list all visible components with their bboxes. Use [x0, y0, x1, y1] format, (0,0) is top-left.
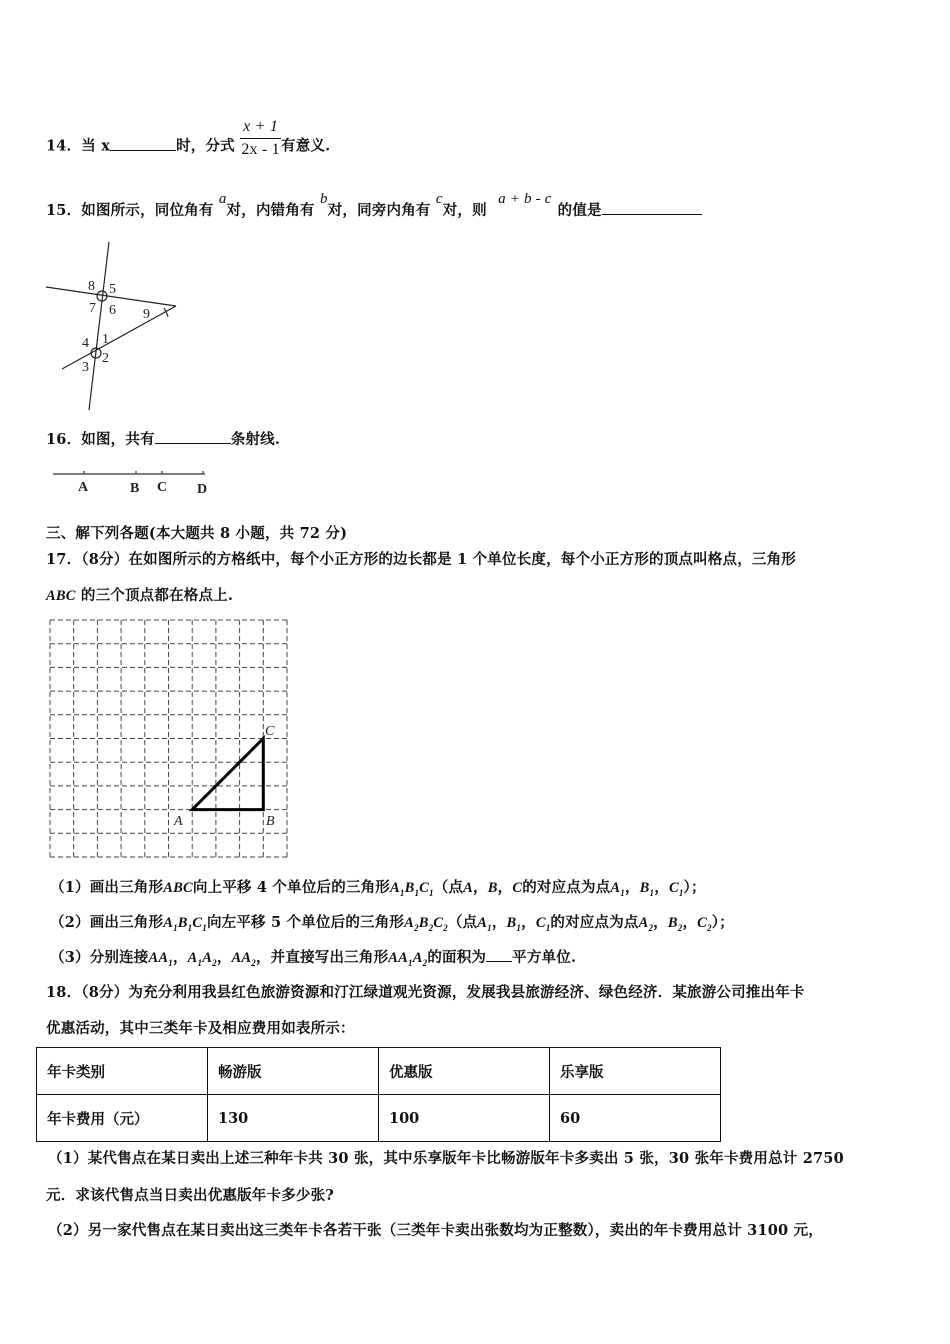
- sub-text: 分别连接: [89, 949, 149, 966]
- question-15: [46, 191, 702, 220]
- transversal-line: [89, 242, 109, 410]
- question-17-line2: [46, 584, 233, 605]
- sub-number: （2）: [50, 914, 90, 931]
- sub-number: （1）: [50, 879, 90, 896]
- grid-figure: [45, 615, 295, 865]
- score: （8分）: [81, 984, 129, 1001]
- table-header-row: [37, 1048, 721, 1095]
- q16-suffix: 条射线.: [230, 431, 281, 448]
- table-cell: 乐享版: [550, 1048, 721, 1095]
- table-row: [37, 1095, 721, 1142]
- angle-label: 2: [102, 351, 109, 366]
- q17-text: 在如图所示的方格纸中，每个小正方形的边长都是 1 个单位长度，每个小正方形的顶点叫格点，三角形: [128, 551, 797, 568]
- math: $A_2B_2C_2$: [404, 915, 448, 933]
- var-b: b: [320, 191, 328, 207]
- q15-text: 对，内错角有: [226, 202, 315, 219]
- question-number: 18．: [46, 984, 82, 1001]
- question-number: 15．: [46, 202, 82, 219]
- point-label: C: [157, 480, 168, 495]
- angle-label: 5: [109, 282, 116, 297]
- var-a: a: [218, 191, 227, 207]
- angle-label: 9: [143, 307, 150, 322]
- question-14: [46, 118, 331, 167]
- q15-text: 如图所示，同位角有: [81, 202, 214, 219]
- question-18-line2: 优惠活动，其中三类年卡及相应费用如表所示：: [46, 1020, 355, 1037]
- sub-text: （点: [433, 879, 464, 896]
- fraction-denominator: 2x - 1: [241, 141, 280, 158]
- question-17-line1: [46, 548, 796, 569]
- angle-label: 3: [82, 360, 89, 375]
- q14-middle: 时，分式: [176, 137, 235, 155]
- sub-text: 的面积为: [427, 949, 487, 966]
- vertex-label-c: C: [265, 724, 275, 739]
- triangle-abc: [192, 739, 263, 810]
- question-number: 17．: [46, 551, 82, 568]
- var-c: c: [435, 191, 443, 207]
- vertex-label-b: B: [266, 814, 275, 829]
- q17-sub2: （2）画出三角形$A_1B_1C_1$向左平移 5 个单位后的三角形$A_2B_2C_2$（点$A_1$，$B_1$，$C_1$的对应点为点$A_2$，$B_2$，$C_2$）；: [50, 914, 734, 933]
- answer-blank[interactable]: [602, 202, 702, 215]
- section-heading: 三、解下列各题(本大题共 8 小题，共 72 分): [46, 525, 348, 542]
- q17-sub1: （1）画出三角形ABC向上平移 4 个单位后的三角形$A_1B_1C_1$（点A，B，C的对应点为点$A_1$，$B_1$，$C_1$）；: [50, 879, 706, 898]
- angle-label: 8: [88, 279, 95, 294]
- math: $B_1$: [506, 915, 522, 933]
- sub-text: 平方单位.: [512, 949, 577, 966]
- q18-sub1-line2: 元．求该代售点当日卖出优惠版年卡多少张?: [46, 1187, 334, 1204]
- math: $A_1B_1C_1$: [390, 880, 434, 898]
- q17-sub3: （3）分别连接$AA_1$，$A_1A_2$，$AA_2$，并直接写出三角形$AA_1A_2$的面积为 平方单位.: [50, 949, 577, 968]
- table-cell: 年卡类别: [37, 1048, 208, 1095]
- sub-text: ，并直接写出三角形: [255, 949, 389, 966]
- q17-text: 的三个顶点都在格点上.: [75, 587, 234, 604]
- q15-text: 对，则: [442, 202, 487, 219]
- q16-prefix: 如图，共有: [81, 431, 155, 448]
- sub-text: 向左平移 5 个单位后的三角形: [206, 914, 405, 931]
- table-cell: 年卡费用（元）: [37, 1095, 208, 1142]
- angle-label: 6: [109, 303, 116, 318]
- question-18-line1: [46, 981, 805, 1002]
- sub-text: ）；: [683, 879, 706, 896]
- angle-label: 4: [82, 336, 89, 351]
- sub-text: 画出三角形: [89, 879, 164, 896]
- question-number: 14．: [46, 137, 82, 155]
- sub-text: （点: [447, 914, 478, 931]
- sub-text: 的对应点为点: [522, 879, 611, 896]
- point-label: A: [78, 480, 89, 495]
- sub-text: 向上平移 4 个单位后的三角形: [192, 879, 391, 896]
- sub-text: 画出三角形: [89, 914, 164, 931]
- math: $B_2$: [667, 915, 683, 933]
- math: $AA_2$: [231, 950, 256, 968]
- rays-figure: [40, 462, 220, 498]
- angle-label: 1: [102, 332, 109, 347]
- math: ABC: [163, 880, 193, 896]
- math: $A_2$: [638, 915, 654, 933]
- sub-text: 的对应点为点: [550, 914, 639, 931]
- q18-sub1-line1: （1）某代售点在某日卖出上述三种年卡共 30 张，其中乐享版年卡比畅游版年卡多卖出 5 张，30 张年卡费用总计 2750: [48, 1150, 844, 1167]
- math: $C_1$: [535, 915, 551, 933]
- math: $A_1$: [610, 880, 625, 898]
- vertex-label-a: A: [174, 814, 183, 829]
- math: $B_1$: [639, 880, 655, 898]
- question-16: [46, 428, 280, 449]
- expression: a + b - c: [498, 191, 552, 207]
- table-cell: 60: [550, 1095, 721, 1142]
- math: $AA_1A_2$: [388, 950, 428, 968]
- point-label: D: [197, 482, 208, 497]
- score: （8分）: [81, 551, 129, 568]
- point-label: B: [130, 481, 140, 496]
- math: $A_1B_1C_1$: [163, 915, 207, 933]
- grid-lines: [50, 620, 287, 857]
- math: $C_2$: [697, 915, 712, 933]
- sub-text: ）；: [711, 914, 734, 931]
- q15-text: 对，同旁内角有: [327, 202, 431, 219]
- math: A: [463, 880, 474, 896]
- fee-table: [36, 1047, 721, 1142]
- q15-text: 的值是: [557, 202, 602, 219]
- math: $A_1$: [477, 915, 492, 933]
- table-cell: 畅游版: [208, 1048, 379, 1095]
- angle-label: 7: [89, 301, 96, 316]
- table-cell: 优惠版: [379, 1048, 550, 1095]
- answer-blank[interactable]: [486, 949, 512, 962]
- math: B: [487, 880, 498, 896]
- question-number: 16．: [46, 431, 82, 448]
- angles-figure: [40, 235, 190, 415]
- table-cell: 130: [208, 1095, 379, 1142]
- math: $AA_1$: [148, 950, 173, 968]
- q14-suffix: 有意义.: [281, 137, 331, 155]
- triangle-name: ABC: [46, 588, 76, 604]
- q18-sub2-line1: （2）另一家代售点在某日卖出这三类年卡各若干张（三类年卡卖出张数均为正整数），卖出的年卡费用总计 3100 元，: [48, 1222, 823, 1239]
- q14-prefix: 当 x: [81, 137, 111, 155]
- lower-line: [62, 306, 176, 369]
- answer-blank[interactable]: [155, 431, 231, 444]
- answer-blank[interactable]: [110, 138, 176, 151]
- math: C: [512, 880, 523, 896]
- fraction-numerator: x + 1: [240, 118, 281, 139]
- math: $A_1A_2$: [187, 950, 217, 968]
- q18-text: 为充分利用我县红色旅游资源和汀江绿道观光资源，发展我县旅游经济、绿色经济．某旅游公司推出年卡: [128, 984, 805, 1001]
- math: $C_1$: [668, 880, 684, 898]
- sub-number: （3）: [50, 949, 90, 966]
- table-cell: 100: [379, 1095, 550, 1142]
- fraction: [240, 118, 281, 159]
